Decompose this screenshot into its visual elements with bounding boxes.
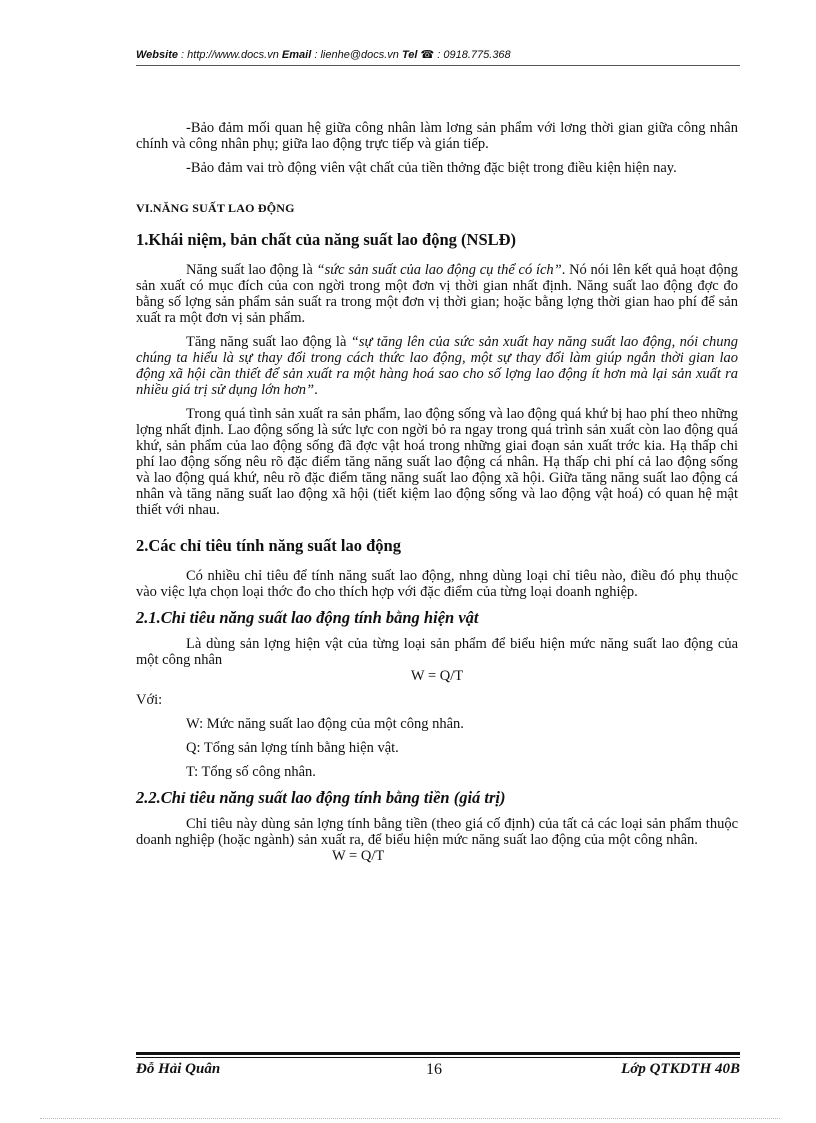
- paragraph-4-start: Tăng năng suất lao động là: [186, 334, 351, 350]
- definition-t: T: Tổng số công nhân.: [186, 764, 316, 780]
- website-value: : http://www.docs.vn: [177, 49, 282, 61]
- definition-q: Q: Tổng sản lợng tính bằng hiện vật.: [186, 740, 399, 756]
- heading-2: 2.Các chỉ tiêu tính năng suất lao động: [136, 536, 401, 555]
- paragraph-3: [136, 262, 738, 326]
- email-label: Email: [281, 49, 312, 61]
- formula-1: W = Q/T: [410, 668, 464, 684]
- definition-w: W: Mức năng suất lao động của một công nhân.: [186, 716, 464, 732]
- section-heading-vi: VI.NĂNG SUẤT LAO ĐỘNG: [136, 201, 295, 215]
- heading-2-2: 2.2.Chỉ tiêu năng suất lao động tính bằng tiền (giá trị): [136, 788, 506, 807]
- paragraph-3-quote: “sức sản suất của lao động cụ thể có ích”: [316, 262, 562, 278]
- footer-author: Đỗ Hải Quân: [136, 1061, 221, 1077]
- website-label: Website: [136, 49, 178, 61]
- formula-2: W = Q/T: [332, 848, 385, 864]
- paragraph-6: Có nhiều chỉ tiêu để tính năng suất lao động, nhng dùng loại chỉ tiêu nào, điều đó phụ thuộc vào việc lựa chọn loại thớc đo cho thích hợp với đặc điểm của từng loại doanh nghiệp.: [136, 568, 738, 600]
- page-footer: [136, 1061, 740, 1081]
- paragraph-4: [136, 334, 738, 398]
- paragraph-5: Trong quá tình sản xuất ra sản phẩm, lao động sống và lao động quá khứ bị hao phí theo những lợng nhất định. Lao động sống là sức lực con ngời bỏ ra ngay trong quá trình sản xuất còn lao động quá khứ, sản phẩm của lao động sống đã đợc vật hoá trong những giai đoạn sản xuất trớc kia. Hạ thấp chi phí lao động sống nêu rõ đặc điểm tăng năng suất lao động cá nhân. Hạ thấp chi phí cả lao động sống và lao động quá khứ, nêu rõ đặc điểm tăng năng suất lao động xã hội. Giữa tăng năng suất lao động cá nhân và tăng năng suất lao động xã hội (tiết kiệm lao động sống và lao động vật hoá) có quan hệ mật thiết với nhau.: [136, 406, 739, 518]
- email-value: : lienhe@docs.vn: [311, 49, 402, 61]
- paragraph-7: Là dùng sản lợng hiện vật của từng loại sản phẩm để biểu hiện mức năng suất lao động của một công nhân: [136, 636, 738, 668]
- paragraph-4-quote: “sự tăng lên của sức sản xuất hay năng suất lao động, nói chung chúng ta hiểu là sự thay đổi trong cách thức lao động, một sự thay đổi làm giúp ngắn thời gian lao động xã hội cần thiết để sản xuất ra một hàng hoá sao cho số lợng lao động ít hơn mà lại sản xuất ra nhiều giá trị sử dụng lớn hơn”: [136, 334, 738, 398]
- paragraph-2: -Bảo đảm vai trò động viên vật chất của tiền thởng đặc biệt trong điều kiện hiện nay.: [186, 160, 677, 176]
- document-body: [136, 120, 738, 864]
- paragraph-1: -Bảo đảm mối quan hệ giữa công nhân làm lơng sản phẩm với lơng thời gian giữa công nhân chính và công nhân phụ; giữa lao động trực tiếp và gián tiếp.: [136, 120, 738, 152]
- paragraph-8: Chỉ tiêu này dùng sản lợng tính bằng tiền (theo giá cố định) của tất cả các loại sản phẩm thuộc doanh nghiệp (hoặc ngành) sản xuất ra, để biểu hiện mức năng suất lao động của một công nhân.: [136, 816, 738, 848]
- bottom-dotted-rule: [40, 1118, 780, 1119]
- footer-class: Lớp QTKDTH 40B: [621, 1061, 740, 1077]
- paragraph-3-start: Năng suất lao động là: [186, 262, 317, 278]
- heading-1: 1.Khái niệm, bản chất của năng suất lao động (NSLĐ): [136, 230, 517, 249]
- page-header: [136, 48, 740, 66]
- tel-label: Tel: [401, 49, 418, 61]
- with-label: Với:: [136, 692, 163, 708]
- paragraph-3-end: . Nó nói lên kết quả hoạt động sản xuất có mục đích của con ngời trong một đơn vị thời gian nhất định. Năng suất lao động đợc đo bằng số lợng sản phẩm sản suất ra trong một đơn vị thời gian; hoặc bằng lợng thời gian hao phí để sản xuất ra một đơn vị sản phẩm.: [136, 262, 738, 326]
- footer-divider: [136, 1052, 740, 1058]
- paragraph-4-end: .: [314, 382, 318, 398]
- heading-2-1: 2.1.Chỉ tiêu năng suất lao động tính bằng hiện vật: [136, 608, 479, 627]
- page-number: 16: [426, 1061, 442, 1078]
- tel-value: ☎ : 0918.775.368: [417, 49, 511, 61]
